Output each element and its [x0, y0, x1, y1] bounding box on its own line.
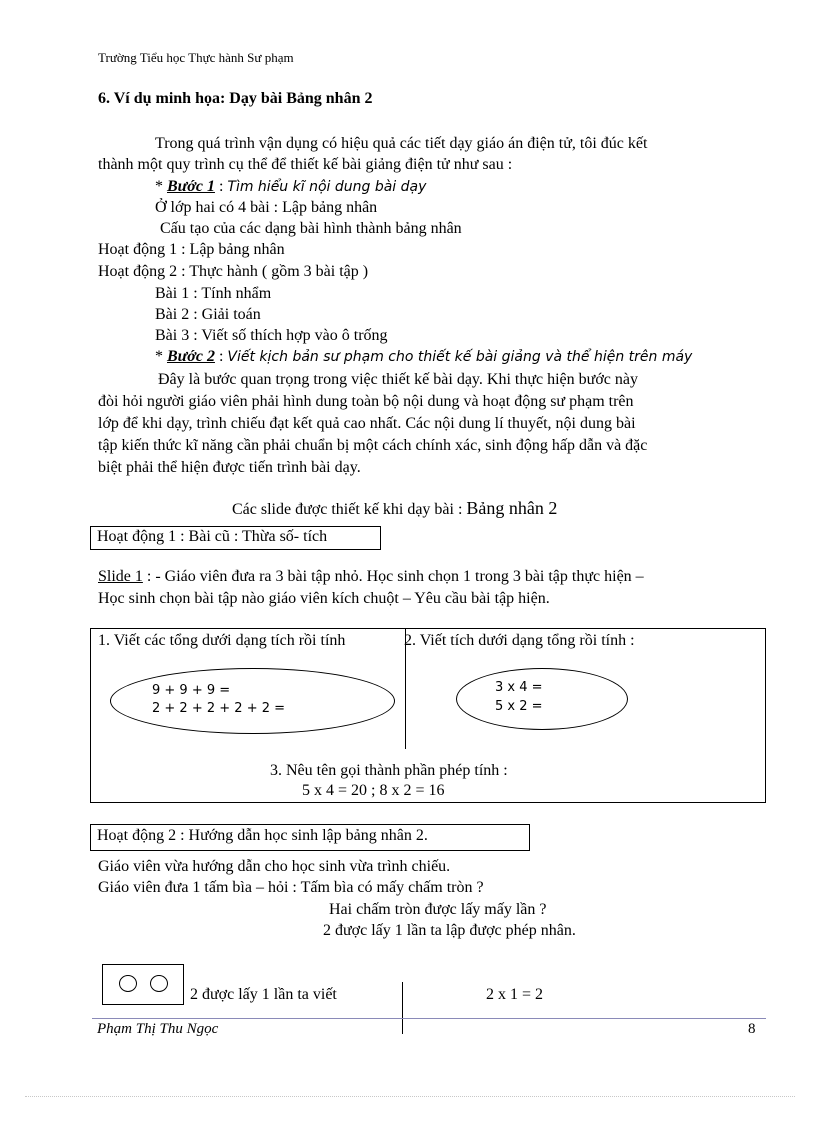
step2-para-1: Đây là bước quan trọng trong việc thiết kế bài dạy. Khi thực hiện bước này: [158, 371, 638, 388]
exercise-q3: 3. Nêu tên gọi thành phần phép tính :: [270, 762, 508, 779]
exercise-q3-expr: 5 x 4 = 20 ; 8 x 2 = 16: [302, 782, 445, 799]
step2-sep: :: [214, 348, 228, 365]
card-row-text: 2 được lấy 1 lần ta viết: [190, 986, 337, 1003]
page-number: 8: [748, 1021, 756, 1037]
step2-para-2: đòi hỏi người giáo viên phải hình dung toàn bộ nội dung và hoạt động sư phạm trên: [98, 393, 634, 410]
q2-product-1: 3 x 4 =: [495, 680, 543, 695]
step1-line-a: Ở lớp hai có 4 bài : Lập bảng nhân: [155, 199, 378, 216]
section-title: 6. Ví dụ minh họa: Dạy bài Bảng nhân 2: [98, 90, 373, 107]
step2-text: Viết kịch bản sư phạm cho thiết kế bài giảng và thể hiện trên máy: [227, 349, 693, 365]
activity-2-line: Hoạt động 2 : Thực hành ( gồm 3 bài tập ): [98, 263, 369, 280]
exercise-3-line: Bài 3 : Viết số thích hợp vào ô trống: [155, 327, 388, 344]
q1-sum-1: 9 + 9 + 9 =: [152, 683, 231, 698]
q1-sum-2: 2 + 2 + 2 + 2 + 2 =: [152, 701, 286, 716]
activity1-box-label: Hoạt động 1 : Bài cũ : Thừa số- tích: [97, 528, 328, 545]
exercise-q2: 2. Viết tích dưới dạng tổng rồi tính :: [404, 632, 635, 649]
exercise-2-line: Bài 2 : Giải toán: [155, 306, 261, 323]
card-row-divider: [402, 982, 403, 1034]
activity2-line-3: Hai chấm tròn được lấy mấy lần ?: [329, 901, 547, 918]
dot-card: [102, 964, 184, 1005]
dot-circle-2: [150, 975, 168, 992]
step1-text: Tìm hiểu kĩ nội dung bài dạy: [227, 179, 427, 195]
step2-para-3: lớp để khi dạy, trình chiếu đạt kết quả cao nhất. Các nội dung lí thuyết, nội dung bài: [98, 415, 636, 432]
step1-line-b: Cấu tạo của các dạng bài hình thành bảng nhân: [160, 220, 462, 237]
slides-heading: [232, 498, 557, 519]
slides-heading-prefix: Các slide được thiết kế khi dạy bài :: [232, 501, 467, 518]
step1-bullet: *: [155, 178, 167, 195]
step2-line: [155, 346, 692, 368]
exercise-q1: 1. Viết các tổng dưới dạng tích rồi tính: [98, 632, 346, 649]
activity2-line-2: Giáo viên đưa 1 tấm bìa – hỏi : Tấm bìa có mấy chấm tròn ?: [98, 879, 484, 896]
step1-label: Bước 1: [167, 178, 215, 195]
intro-line-2: thành một quy trình cụ thể để thiết kế bài giảng điện tử như sau :: [98, 156, 513, 173]
activity-1-line: Hoạt động 1 : Lập bảng nhân: [98, 241, 285, 258]
slides-heading-lesson: Bảng nhân 2: [466, 498, 558, 518]
intro-line-1: Trong quá trình vận dụng có hiệu quả các tiết dạy giáo án điện tử, tôi đúc kết: [155, 135, 648, 152]
school-header: Trường Tiểu học Thực hành Sư phạm: [98, 50, 294, 65]
card-row-result: 2 x 1 = 2: [486, 986, 544, 1003]
slide1-label: Slide 1: [98, 568, 143, 585]
activity2-box-label: Hoạt động 2 : Hướng dẫn học sinh lập bảng nhân 2.: [97, 827, 428, 844]
footer-rule: [92, 1018, 766, 1019]
exercise-1-line: Bài 1 : Tính nhẩm: [155, 285, 272, 302]
slide1-line-1: [98, 566, 644, 587]
step2-para-4: tập kiến thức kĩ năng cần phải chuẩn bị một cách chính xác, sinh động hấp dẫn và đặc: [98, 437, 648, 454]
step2-label: Bước 2: [167, 348, 215, 365]
dot-circle-1: [119, 975, 137, 992]
q2-product-2: 5 x 2 =: [495, 699, 543, 714]
activity2-line-1: Giáo viên vừa hướng dẫn cho học sinh vừa trình chiếu.: [98, 858, 451, 875]
page-bottom-divider: [25, 1096, 795, 1097]
step1-line: [155, 176, 426, 198]
footer-author: Phạm Thị Thu Ngọc: [97, 1021, 219, 1037]
slide1-line-2: Học sinh chọn bài tập nào giáo viên kích chuột – Yêu cầu bài tập hiện.: [98, 590, 550, 607]
step1-sep: :: [214, 178, 228, 195]
activity2-line-4: 2 được lấy 1 lần ta lập được phép nhân.: [323, 922, 576, 939]
step2-bullet: *: [155, 348, 167, 365]
step2-para-5: biệt phải thể hiện được tiến trình bài dạy.: [98, 459, 361, 476]
slide1-text: : - Giáo viên đưa ra 3 bài tập nhỏ. Học sinh chọn 1 trong 3 bài tập thực hiện –: [142, 568, 644, 585]
